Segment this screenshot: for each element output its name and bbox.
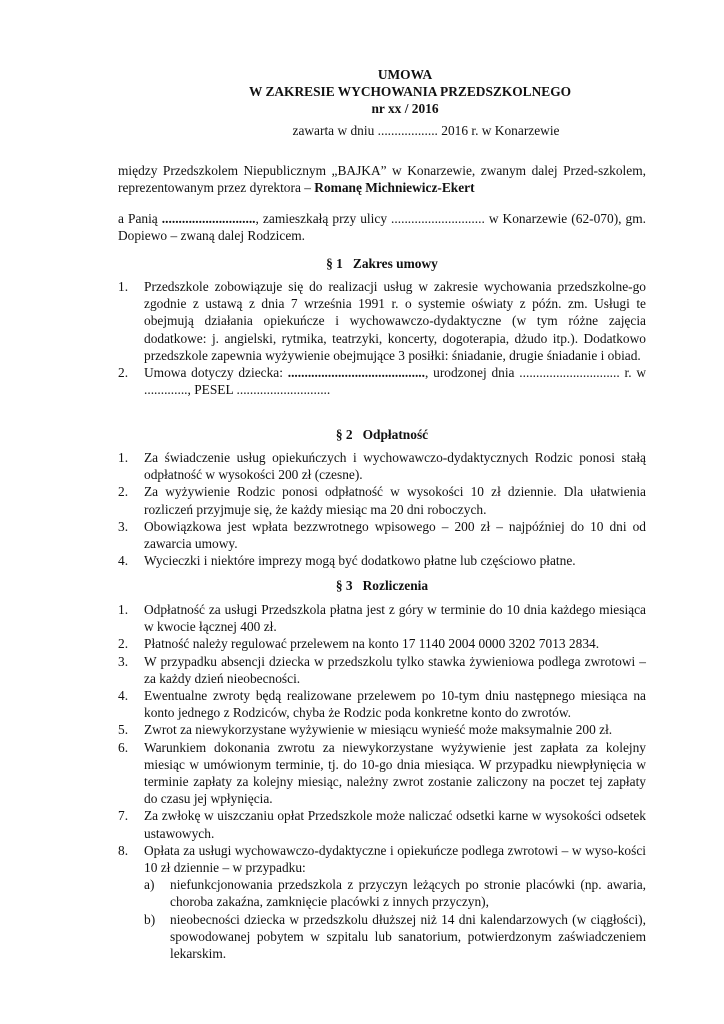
sub-item-letter: a) (144, 877, 155, 893)
item-text: Warunkiem dokonania zwrotu za niewykorzystane wyżywienie jest zapłata za kolejny miesiąc w umówionym terminie, tj. do 10-go dnia miesiąca. W przypadku niewpłynięcia w terminie zapłaty za kolejny miesiąc, należny zwrot zostanie zaliczony na poczet tej zapłaty do czasu jej wpłynięcia. (144, 739, 646, 807)
section-title: Odpłatność (362, 427, 429, 442)
parent-prefix: a Panią (118, 211, 162, 226)
section-title: Rozliczenia (362, 578, 429, 593)
item-text: Umowa dotyczy dziecka: (144, 365, 288, 381)
item-text: W przypadku absencji dziecka w przedszkolu tylko stawka żywieniowa podlega zwrotowi – za każdy dzień nieobecności. (144, 653, 646, 686)
item-text: Za świadczenie usług opiekuńczych i wychowawczo-dydaktycznych Rodzic ponosi stałą odpłatność w wysokości 200 zł (czesne). (144, 450, 646, 483)
list-item (118, 842, 646, 962)
document-subtitle: W ZAKRESIE WYCHOWANIA PRZEDSZKOLNEGO (248, 84, 572, 100)
item-text: Zwrot za niewykorzystane wyżywienie w miesiącu wynieść może maksymalnie 200 zł. (144, 722, 613, 738)
section-title: Zakres umowy (352, 256, 438, 271)
item-text: Płatność należy regulować przelewem na konto 17 1140 2004 0000 3202 7013 2834. (144, 636, 600, 652)
item-number: 2. (118, 484, 129, 500)
sub-list-item (144, 876, 646, 910)
parent-text: , zamieszkałą przy ulicy ............................ w Konarzewie (62-070), gm. Dopiewo – zwaną dalej Rodzicem. (118, 211, 647, 244)
item-number: 7. (118, 808, 129, 824)
list-item (118, 721, 646, 738)
item-text: Obowiązkowa jest wpłata bezzwrotnego wpisowego – 200 zł – najpóźniej do 10 dni od zawarcia umowy. (144, 518, 646, 552)
item-text: Przedszkole zobowiązuje się do realizacji usług w zakresie wychowania przedszkolne-go zgodnie z ustawą z dnia 7 września 1991 r. o systemie oświaty z późn. zm. Usługi te obejmują działania opiekuńcze i wychowawczo-dydaktyczne (w tym różne zajęcia dodatkowe: j. angielski, rytmika, teatrzyki, koncerty, dogoterapia, dżudo itp.). Dodatkowo przedszkole zapewnia wyżywienie obejmujące 3 posiłki: śniadanie, drugie śniadanie i obiad. (144, 279, 646, 363)
list-item (118, 739, 646, 808)
item-text: Wycieczki i niektóre imprezy mogą być dodatkowo płatne lub częściowo płatne. (144, 553, 576, 569)
item-number: 1. (118, 450, 129, 465)
section-1-heading (118, 255, 646, 272)
list-item (118, 552, 646, 569)
list-item (118, 601, 646, 635)
list-item (118, 364, 646, 398)
item-number: 2. (118, 365, 129, 381)
item-text: Odpłatność za usługi Przedszkola płatna jest z góry w terminie do 10 dnia każdego miesiąca w kwocie łącznej 400 zł. (144, 602, 646, 635)
item-number: 1. (118, 602, 129, 617)
section-2-list (118, 449, 646, 569)
child-name-blank: ......................................... (287, 365, 425, 381)
list-item (118, 449, 646, 483)
item-text-rest: , urodzonej dnia .............................. r. w ............., PESEL ............................ (144, 365, 646, 398)
item-text: Za wyżywienie Rodzic ponosi odpłatność w wysokości 10 zł dziennie. Dla ułatwienia rozliczeń przyjmuje się, że każdy miesiąc ma 20 dni roboczych. (144, 484, 646, 517)
item-text: Opłata za usługi wychowawczo-dydaktyczne i opiekuńcze podlega zwrotowi – w wyso-kości 10 zł dziennie – w przypadku: (144, 842, 646, 876)
item-number: 4. (118, 553, 129, 569)
document-header (0, 66, 724, 139)
document-title: UMOWA (377, 67, 433, 82)
item-number: 2. (118, 636, 129, 652)
item-number: 6. (118, 739, 129, 755)
item-text: Za zwłokę w uiszczaniu opłat Przedszkole może naliczać odsetki karne w wysokości odsetek ustawowych. (144, 808, 646, 841)
item-number: 5. (118, 722, 129, 738)
list-item (118, 483, 646, 517)
section-3-heading (118, 577, 646, 594)
sub-list-item (144, 911, 646, 963)
item-text: Ewentualne zwroty będą realizowane przelewem po 10-tym dniu następnego miesiąca na konto jednego z Rodziców, chyba że Rodzic poda konkretne konto do zwrotów. (144, 688, 646, 721)
list-item (118, 653, 646, 687)
section-number: § 2 (335, 427, 353, 442)
date-line: zawarta w dniu .................. 2016 r. w Konarzewie (292, 122, 560, 138)
parent-name-blank: ............................ (161, 211, 256, 226)
list-item (118, 807, 646, 841)
item-number: 1. (118, 279, 129, 294)
sub-item-text: nieobecności dziecka w przedszkolu dłuższej niż 14 dni kalendarzowych (w ciągłości), spowodowanej pobytem w szpitalu lub sanatorium, potwierdzonym zaświadczeniem lekarskim. (170, 911, 646, 962)
item-number: 3. (118, 518, 129, 534)
parties-kindergarten (118, 162, 646, 196)
section-2-heading (118, 426, 646, 443)
item-number: 4. (118, 688, 129, 704)
list-item (118, 687, 646, 721)
item-number: 3. (118, 653, 129, 669)
sub-item-letter: b) (144, 911, 156, 927)
document-number: nr xx / 2016 (371, 101, 439, 117)
list-item (118, 278, 646, 364)
section-number: § 1 (326, 256, 343, 271)
director-name: Romanę Michniewicz-Ekert (314, 180, 475, 196)
kindergarten-text: między Przedszkolem Niepublicznym „BAJKA” w Konarzewie, zwanym dalej Przed-szkolem, reprezentowanym przez dyrektora – (118, 163, 646, 196)
item-number: 8. (118, 842, 129, 858)
section-3-list (118, 601, 646, 962)
parties-parent (118, 210, 646, 244)
list-item (118, 518, 646, 552)
section-number: § 3 (335, 578, 353, 593)
sub-list (144, 876, 646, 962)
list-item (118, 635, 646, 652)
section-1-list (118, 278, 646, 398)
sub-item-text: niefunkcjonowania przedszkola z przyczyn leżących po stronie placówki (np. awaria, choroba zakaźna, zamknięcie placówki z innych przyczyn), (170, 877, 646, 910)
